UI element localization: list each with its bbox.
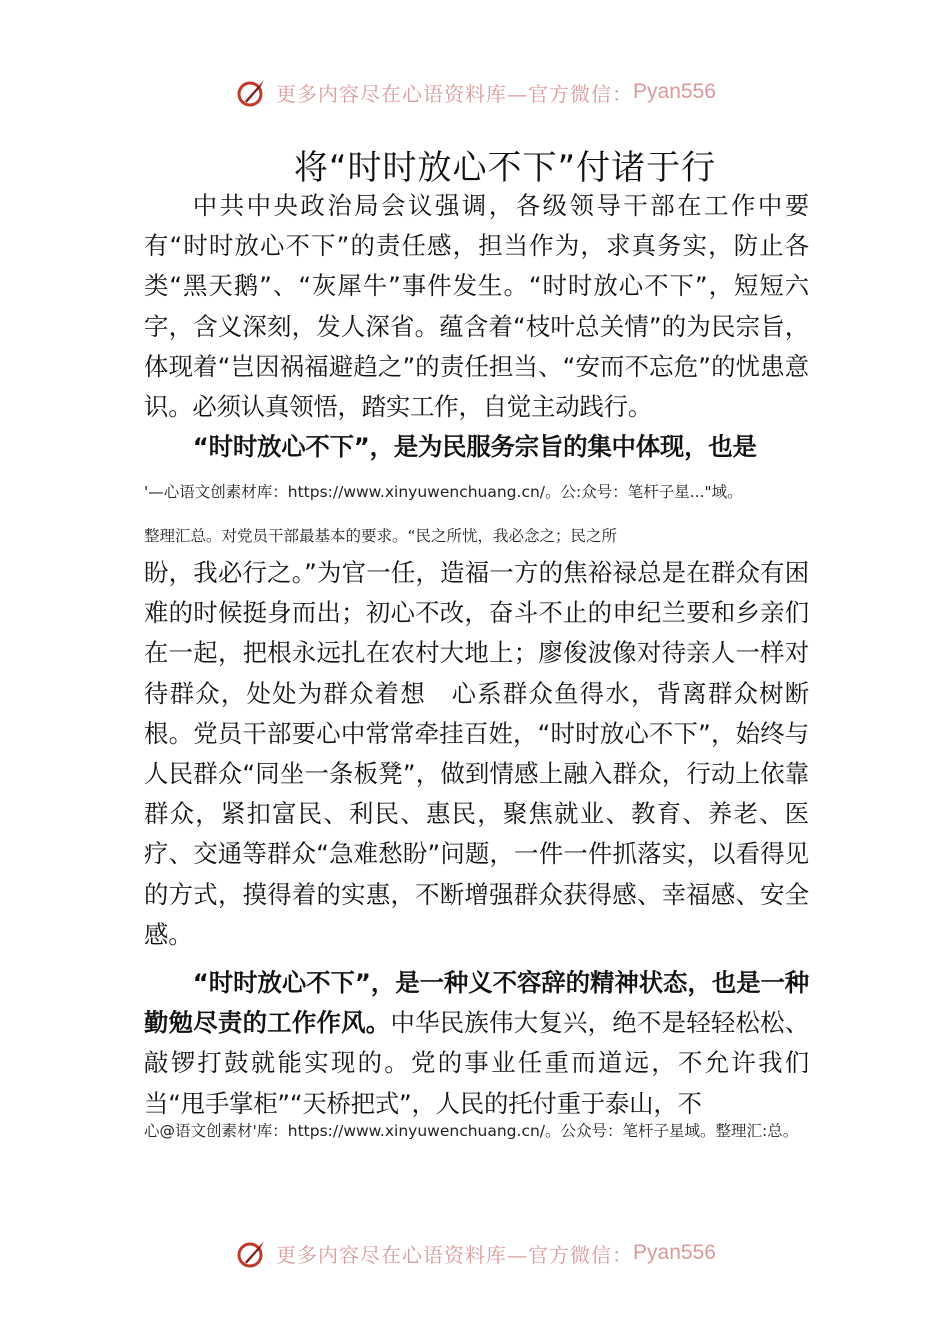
- source-note-3: 心@语文创素材'库：https://www.xinyuwenchuang.cn/。公众号：笔杆子星域。整理汇:总。: [144, 1122, 799, 1140]
- article-section-3: [144, 963, 809, 1124]
- source-note-2: 整理汇总。对党员干部最基本的要求。“民之所忧，我必念之；民之所: [144, 527, 618, 545]
- banner-wechat-id: Pyan556: [633, 1241, 716, 1264]
- header-watermark-banner: [0, 72, 950, 112]
- banner-text: 更多内容尽在心语资料库—官方微信：: [276, 1242, 634, 1267]
- article-section-2: [144, 553, 809, 955]
- paragraph-3-rest: 中华民族伟大复兴，绝不是轻轻松松、敲锣打鼓就能实现的。党的事业任重而道远，不允许我们当“甩手掌柜”“天桥把式”，人民的托付重于泰山，不: [144, 1008, 809, 1118]
- banner-text: 更多内容尽在心语资料库—官方微信：: [276, 81, 634, 106]
- paragraph-3-bold: “时时放心不下”，是一种义不容辞的精神状态，也是一种勤勉尽责的工作作风。: [144, 968, 809, 1038]
- source-note-1: '—心语文创素材库：https://www.xinyuwenchuang.cn/。公:众号：笔杆子星..."域。: [144, 483, 743, 501]
- article-section-1: [144, 186, 809, 467]
- banner-wechat-id: Pyan556: [633, 80, 716, 103]
- footer-watermark-banner: [0, 1233, 950, 1273]
- paragraph-2-continued: 盼，我必行之。”为官一任，造福一方的焦裕禄总是在群众有困难的时候挺身而出；初心不改，奋斗不止的申纪兰要和乡亲们在一起，把根永远扎在农村大地上；廖俊波像对待亲人一样对待群众，处处为群众着想 心系群众鱼得水，背离群众树断根。党员干部要心中常常牵挂百姓，“时时放心不下”，始终与人民群众“同坐一条板凳”，做到情感上融入群众，行动上依靠群众，紧扣富民、利民、惠民，聚焦就业、教育、养老、医疗、交通等群众“急难愁盼”问题，一件一件抓落实，以看得见的方式，摸得着的实惠，不断增强群众获得感、幸福感、安全感。: [144, 558, 809, 949]
- quill-logo-icon: [234, 74, 270, 110]
- paragraph-3: [144, 963, 809, 1124]
- paragraph-1: 中共中央政治局会议强调，各级领导干部在工作中要有“时时放心不下”的责任感，担当作为，求真务实，防止各类“黑天鹅”、“灰犀牛”事件发生。“时时放心不下”，短短六字，含义深刻，发人深省。蕴含着“枝叶总关情”的为民宗旨，体现着“岂因祸福避趋之”的责任担当、“安而不忘危”的忧患意识。必须认真领悟，踏实工作，自觉主动践行。: [144, 191, 809, 422]
- paragraph-2-lead: “时时放心不下”，是为民服务宗旨的集中体现，也是: [192, 432, 757, 462]
- quill-logo-icon: [234, 1235, 270, 1271]
- article-title: 将“时时放心不下”付诸于行: [293, 148, 717, 188]
